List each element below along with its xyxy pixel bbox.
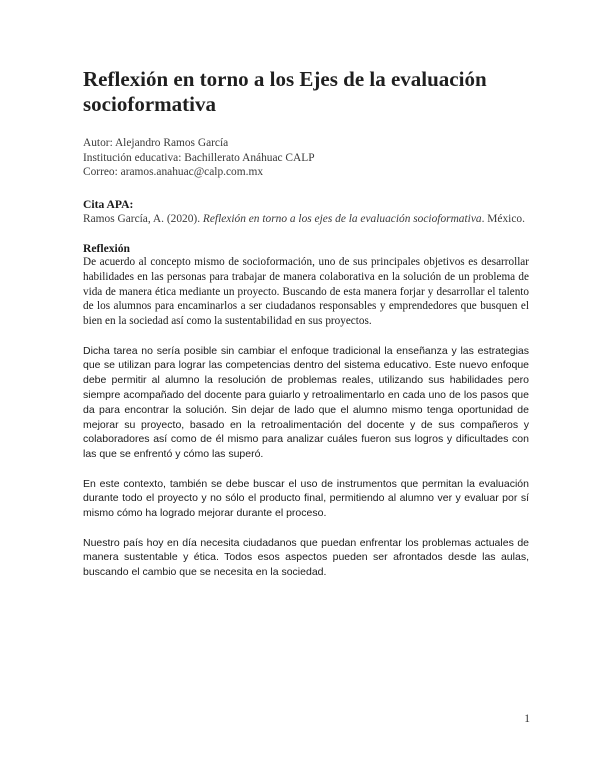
author-info xyxy=(83,136,529,180)
email-line: Correo: aramos.anahuac@calp.com.mx xyxy=(83,166,264,178)
document-page xyxy=(83,67,529,595)
section-heading: Reflexión xyxy=(83,241,131,255)
citation-prefix: Ramos García, A. (2020). xyxy=(83,213,203,225)
body-paragraph-1: De acuerdo al concepto mismo de socioformación, uno de sus principales objetivos es desarrollar habilidades en las personas para trabajar de manera colaborativa en la solución de un problema de vida de manera ética mediante un proyecto. Buscando de esta manera forjar y desarrollar el talento de los alumnos para encaminarlos a ser ciudadanos responsables y emprendedores que busquen el bien en la sociedad así como la sustentabilidad en sus proyectos. xyxy=(83,256,529,328)
page-number: 1 xyxy=(524,713,530,725)
author-line: Autor: Alejandro Ramos García xyxy=(83,137,229,149)
citation-title: Reflexión en torno a los ejes de la evaluación socioformativa xyxy=(202,213,482,225)
citation-suffix: . México. xyxy=(481,213,525,225)
citation-text xyxy=(83,212,529,227)
body-paragraph-3: En este contexto, también se debe buscar el uso de instrumentos que permitan la evaluación durante todo el proyecto y no sólo el producto final, permitiendo al alumno ver y evaluar por sí mismo cómo ha logrado mejorar durante el proceso. xyxy=(83,477,529,520)
institution-line: Institución educativa: Bachillerato Anáhuac CALP xyxy=(83,151,315,164)
citation-heading: Cita APA: xyxy=(83,197,134,211)
body-paragraph-2: Dicha tarea no sería posible sin cambiar el enfoque tradicional la enseñanza y las estrategias que se utilizan para lograr las competencias dentro del sistema educativo. Este nuevo enfoque debe permitir al alumno la resolución de problemas reales, utilizando sus habilidades pero siempre acompañado del docente para guiarlo y retroalimentarlo en cada uno de los pasos que da para encontrar la solución. Sin dejar de lado que el alumno mismo tenga oportunidad de mejorar su proyecto, basado en la retroalimentación del docente y de sus compañeros y colaboradores así como de él mismo para analizar cuáles fueron sus logros y dificultades con las que se enfrentó y cómo las superó. xyxy=(83,344,529,461)
document-title: Reflexión en torno a los Ejes de la evaluación socioformativa xyxy=(83,67,487,116)
body-paragraph-4: Nuestro país hoy en día necesita ciudadanos que puedan enfrentar los problemas actuales de manera sustentable y ética. Todos esos aspectos pueden ser afrontados desde las aulas, buscando el cambio que se necesita en la sociedad. xyxy=(83,536,529,579)
